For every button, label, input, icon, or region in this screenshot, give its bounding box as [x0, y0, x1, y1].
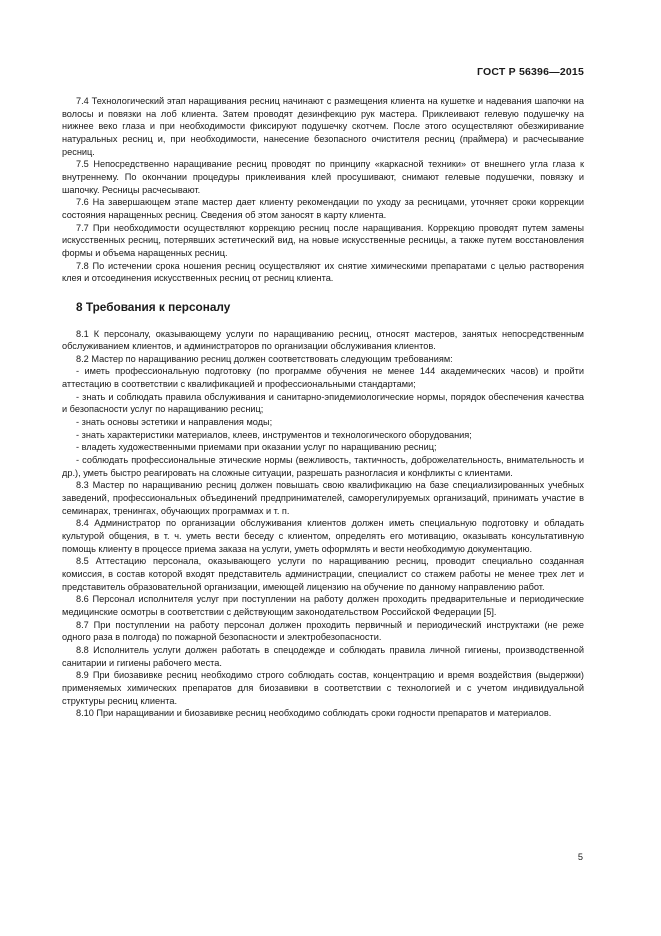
paragraph-7-5: 7.5 Непосредственно наращивание ресниц проводят по принципу «каркасной техники» от внешнего угла глаза к внутреннему. По окончании процедуры приклеивания клей просушивают, снимают гелевые подушечки, повязку и шапочку. Ресницы расчесывают. — [62, 159, 584, 195]
paragraph-8-4: 8.4 Администратор по организации обслуживания клиентов должен иметь специальную подготовку и обладать культурой общения, в т. ч. уметь вести беседу с клиентом, определять его мотивацию, оказывать консультативную помощь клиенту в процессе приема заказа на услуги, уметь оформлять и вести необходимую документацию. — [62, 518, 584, 554]
list-item: - знать основы эстетики и направления моды; — [76, 417, 273, 428]
paragraph-7-7: 7.7 При необходимости осуществляют коррекцию ресниц после наращивания. Коррекцию проводят путем замены искусственных ресниц, потерявших эстетический вид, на новые искусственные ресницы, а также путем восстановления формы и объема наращенных ресниц. — [62, 222, 584, 258]
page-number: 5 — [577, 852, 583, 862]
list-item: - знать и соблюдать правила обслуживания и санитарно-эпидемиологические нормы, порядок обеспечения качества и безопасности услуг по наращиванию ресниц; — [62, 391, 584, 415]
paragraph-8-9: 8.9 При биозавивке ресниц необходимо строго соблюдать состав, концентрацию и время воздействия (выдержки) применяемых химических препаратов для биозавивки в соответствии с технологией и с учетом индивидуальной структуры ресниц клиента. — [62, 670, 584, 706]
paragraph-8-10: 8.10 При наращивании и биозавивке ресниц необходимо соблюдать сроки годности препаратов и материалов. — [76, 708, 552, 719]
paragraph-7-4: 7.4 Технологический этап наращивания ресниц начинают с размещения клиента на кушетке и надевания шапочки на волосы и повязки на лоб клиента. Затем проводят дезинфекцию рук мастера. Приклеивают гелевую подушечку на нижнее веко глаза и при необходимости фиксируют подушечку скотчем. После этого осуществляют обезжиривание натуральных ресниц и, при необходимости, нанесение безопасного очистителя ресниц (праймера) и расчесывание ресниц. — [62, 96, 584, 157]
paragraph-7-8: 7.8 По истечении срока ношения ресниц осуществляют их снятие химическими препаратами с целью растворения клея и отсоединения искусственных ресниц от ресниц клиента. — [62, 260, 584, 284]
paragraph-8-6: 8.6 Персонал исполнителя услуг при поступлении на работу должен проходить предварительные и периодические медицинские осмотры в соответствии с действующим законодательством Российской Федерации [5]. — [62, 594, 584, 617]
list-item: - иметь профессиональную подготовку (по программе обучения не менее 144 академических часов) и пройти аттестацию в соответствии с квалификацией и профессиональными стандартами; — [62, 366, 584, 390]
paragraph-8-8: 8.8 Исполнитель услуги должен работать в спецодежде и соблюдать правила личной гигиены, производственной санитарии и гигиены рабочего места. — [62, 644, 584, 668]
list-item: - знать характеристики материалов, клеев, инструментов и технологического оборудования; — [76, 429, 472, 440]
paragraph-8-3: 8.3 Мастер по наращиванию ресниц должен повышать свою квалификацию на базе специализированных учебных заведений, профессиональных объединений предпринимателей, саморегулируемых организаций, принимать участие в семинарах, тренингах, обучающих программах и т. п. — [62, 480, 584, 516]
list-item: - владеть художественными приемами при оказании услуг по наращиванию ресниц; — [76, 442, 437, 453]
list-item: - соблюдать профессиональные этические нормы (вежливость, тактичность, доброжелательность, внимательность и др.), уметь быстро реагировать на сложные ситуации, разрешать разногласия и конфликты с клиентами. — [62, 455, 584, 478]
standard-header: ГОСТ Р 56396—2015 — [476, 66, 584, 78]
paragraph-8-7: 8.7 При поступлении на работу персонал должен проходить первичный и периодический инструктажи (не реже одного раза в полгода) по пожарной безопасности и электробезопасности. — [62, 619, 584, 643]
section-8-title: 8 Требования к персоналу — [76, 299, 231, 314]
paragraph-8-2: 8.2 Мастер по наращиванию ресниц должен соответствовать следующим требованиям: — [76, 353, 453, 364]
paragraph-8-5: 8.5 Аттестацию персонала, оказывающего услуги по наращиванию ресниц, проводит специально созданная комиссия, в состав которой входят представитель администрации, специалист со стажем работы не менее трех лет и представитель образовательной организации, имеющей лицензию на обучение по данному направлению работ. — [62, 556, 584, 592]
paragraph-7-6: 7.6 На завершающем этапе мастер дает клиенту рекомендации по уходу за ресницами, уточняет сроки коррекции состояния наращенных ресниц. Сведения об этом заносят в карту клиента. — [62, 197, 584, 220]
paragraph-8-1: 8.1 К персоналу, оказывающему услуги по наращиванию ресниц, относят мастеров, занятых непосредственным обслуживанием клиентов, и администраторов по организации обслуживания клиентов. — [62, 328, 584, 352]
document-body — [62, 95, 584, 720]
